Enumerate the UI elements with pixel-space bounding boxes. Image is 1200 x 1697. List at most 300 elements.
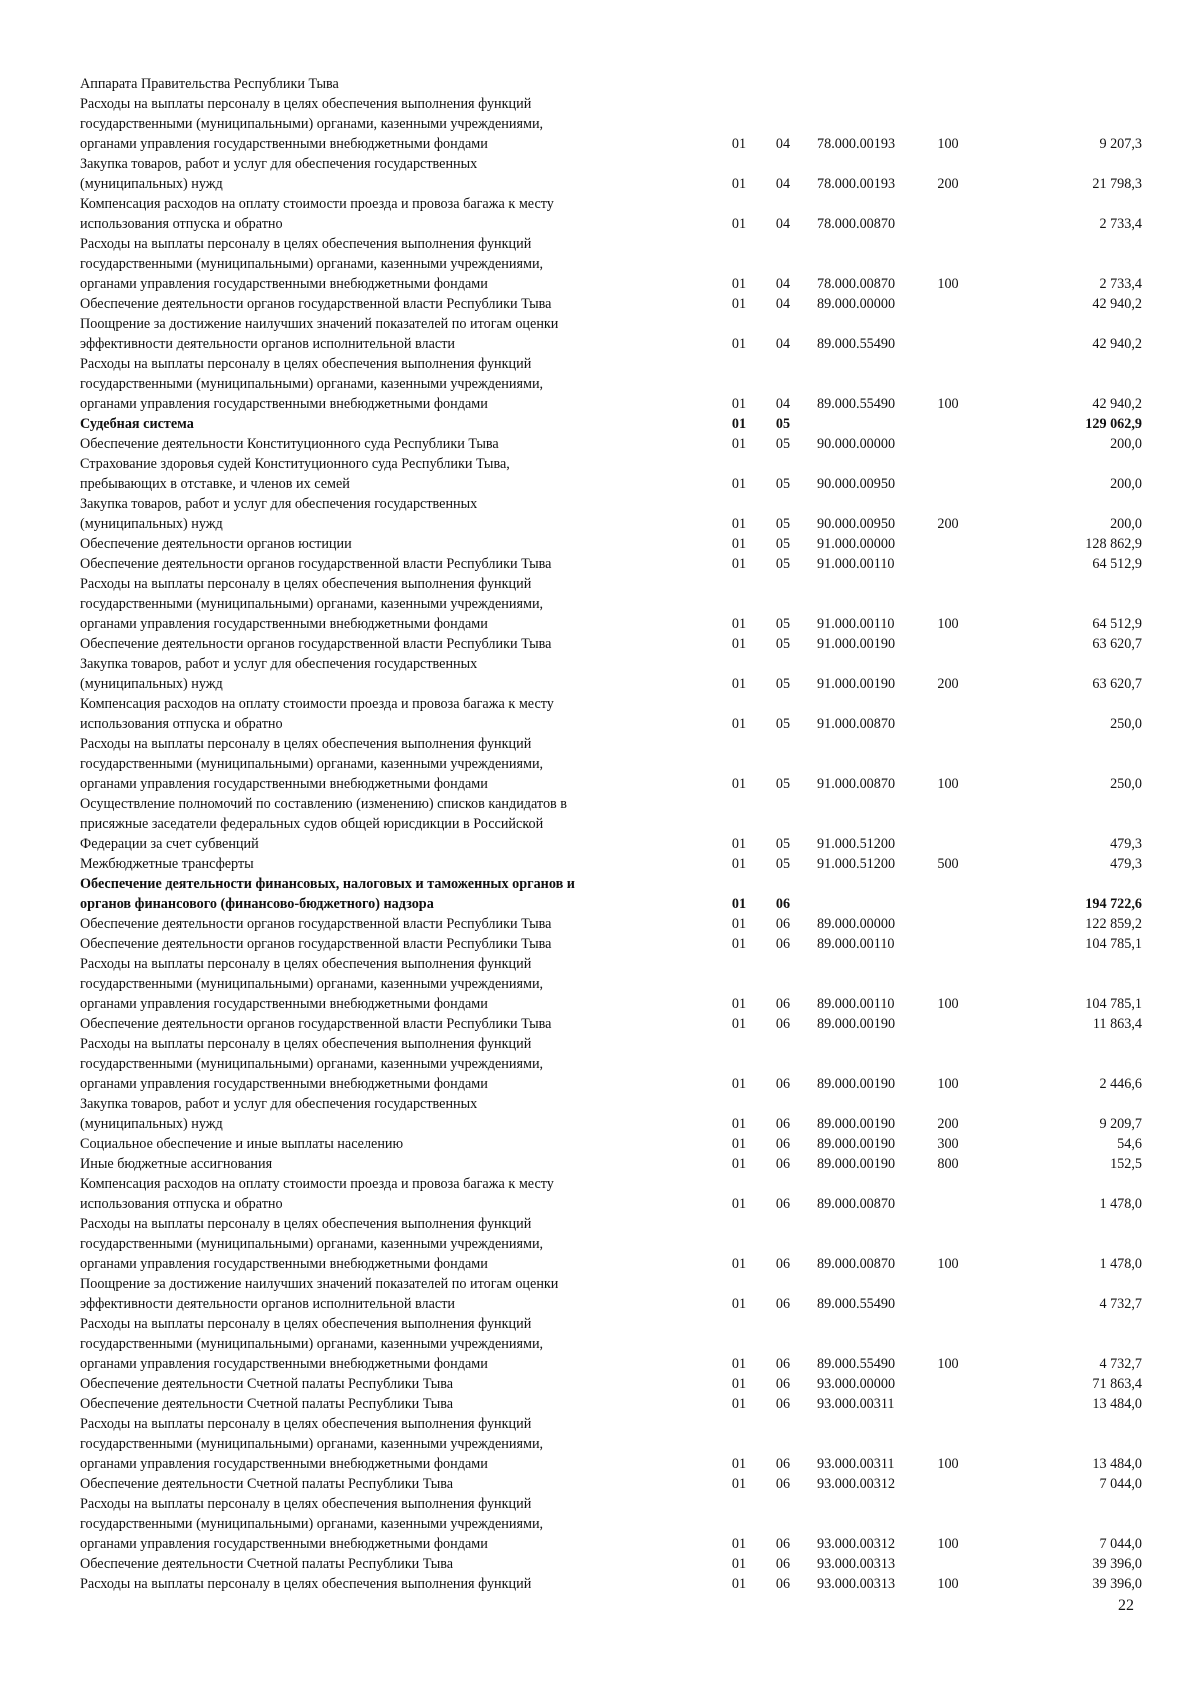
target-article-code: 78.000.00870 — [817, 216, 896, 232]
table-row — [80, 934, 1140, 954]
expense-type-code: 200 — [937, 1116, 959, 1132]
target-article-code: 90.000.00950 — [817, 516, 896, 532]
expense-name-line: Аппарата Правительства Республики Тыва — [80, 76, 339, 92]
table-row — [80, 1174, 1140, 1214]
amount: 13 484,0 — [1092, 1396, 1142, 1412]
table-row — [80, 1494, 1140, 1554]
expense-name — [80, 574, 710, 634]
amount: 2 733,4 — [1099, 276, 1142, 292]
subsection-code: 04 — [775, 276, 791, 292]
section-code: 01 — [731, 716, 747, 732]
table-row — [80, 534, 1140, 554]
target-article-code: 89.000.00190 — [817, 1076, 896, 1092]
section-code: 01 — [731, 1536, 747, 1552]
page-number: 22 — [1118, 1597, 1134, 1614]
target-article-code: 93.000.00313 — [817, 1576, 896, 1592]
table-row — [80, 1034, 1140, 1094]
expense-type-code: 200 — [937, 676, 959, 692]
amount: 4 732,7 — [1099, 1356, 1142, 1372]
subsection-code: 06 — [775, 1476, 791, 1492]
target-article-code: 89.000.00870 — [817, 1256, 896, 1272]
expense-name-line: Межбюджетные трансферты — [80, 856, 254, 872]
expense-name-line: государственными (муниципальными) органами, казенными учреждениями, — [80, 1056, 544, 1072]
table-row — [80, 1134, 1140, 1154]
expense-name-line: Расходы на выплаты персоналу в целях обеспечения выполнения функций — [80, 956, 532, 972]
expense-name — [80, 554, 710, 574]
amount: 200,0 — [1110, 436, 1142, 452]
subsection-code: 04 — [775, 336, 791, 352]
expense-name-line: государственными (муниципальными) органами, казенными учреждениями, — [80, 1516, 544, 1532]
subsection-code: 04 — [775, 296, 791, 312]
expense-name — [80, 1394, 710, 1414]
amount: 104 785,1 — [1085, 936, 1142, 952]
target-article-code: 91.000.00870 — [817, 776, 896, 792]
target-article-code: 78.000.00193 — [817, 176, 896, 192]
target-article-code: 89.000.00190 — [817, 1156, 896, 1172]
expense-name-line: присяжные заседатели федеральных судов общей юрисдикции в Российской — [80, 816, 544, 832]
subsection-code: 06 — [775, 1016, 791, 1032]
table-row — [80, 874, 1140, 914]
expense-name — [80, 1574, 710, 1594]
expense-name-line: Обеспечение деятельности Конституционного суда Республики Тыва — [80, 436, 499, 452]
section-code: 01 — [731, 936, 747, 952]
table-row — [80, 574, 1140, 634]
expense-name — [80, 414, 710, 434]
section-code: 01 — [731, 416, 747, 432]
amount: 194 722,6 — [1085, 896, 1142, 912]
section-code: 01 — [731, 296, 747, 312]
section-code: 01 — [731, 396, 747, 412]
expense-name — [80, 734, 710, 794]
expense-type-code: 500 — [937, 856, 959, 872]
subsection-code: 05 — [775, 516, 791, 532]
amount: 479,3 — [1110, 836, 1142, 852]
amount: 152,5 — [1110, 1156, 1142, 1172]
expense-type-code: 100 — [937, 396, 959, 412]
expense-name — [80, 654, 710, 694]
amount: 63 620,7 — [1092, 676, 1142, 692]
section-code: 01 — [731, 1576, 747, 1592]
target-article-code: 90.000.00950 — [817, 476, 896, 492]
expense-name — [80, 314, 710, 354]
expense-name-line: органами управления государственными внебюджетными фондами — [80, 1456, 488, 1472]
expense-name-line: Расходы на выплаты персоналу в целях обеспечения выполнения функций — [80, 1416, 532, 1432]
subsection-code: 06 — [775, 1396, 791, 1412]
expense-name — [80, 1214, 710, 1274]
subsection-code: 06 — [775, 1356, 791, 1372]
expense-name-line: (муниципальных) нужд — [80, 176, 223, 192]
expense-name — [80, 1094, 710, 1134]
table-row — [80, 154, 1140, 194]
target-article-code: 89.000.00000 — [817, 916, 896, 932]
expense-type-code: 100 — [937, 136, 959, 152]
expense-name-line: Обеспечение деятельности финансовых, налоговых и таможенных органов и — [80, 876, 575, 892]
expense-name-line: Обеспечение деятельности органов государственной власти Республики Тыва — [80, 296, 552, 312]
section-code: 01 — [731, 1556, 747, 1572]
subsection-code: 05 — [775, 476, 791, 492]
expense-name — [80, 874, 710, 914]
expense-name-line: Обеспечение деятельности органов государственной власти Республики Тыва — [80, 556, 552, 572]
target-article-code: 89.000.55490 — [817, 1296, 896, 1312]
subsection-code: 05 — [775, 776, 791, 792]
table-row — [80, 234, 1140, 294]
target-article-code: 93.000.00312 — [817, 1536, 896, 1552]
subsection-code: 05 — [775, 556, 791, 572]
expense-name-line: государственными (муниципальными) органами, казенными учреждениями, — [80, 1336, 544, 1352]
table-row — [80, 1414, 1140, 1474]
expense-name — [80, 94, 710, 154]
expense-name — [80, 1014, 710, 1034]
amount: 42 940,2 — [1092, 296, 1142, 312]
section-code: 01 — [731, 1136, 747, 1152]
expense-name — [80, 934, 710, 954]
expense-name-line: (муниципальных) нужд — [80, 676, 223, 692]
expense-name — [80, 234, 710, 294]
section-code: 01 — [731, 636, 747, 652]
target-article-code: 90.000.00000 — [817, 436, 896, 452]
expense-name — [80, 194, 710, 234]
expense-name-line: Поощрение за достижение наилучших значений показателей по итогам оценки — [80, 1276, 559, 1292]
table-row — [80, 1374, 1140, 1394]
table-row — [80, 554, 1140, 574]
expense-name-line: органами управления государственными внебюджетными фондами — [80, 276, 488, 292]
expense-name — [80, 154, 710, 194]
expense-name — [80, 1314, 710, 1374]
subsection-code: 06 — [775, 1136, 791, 1152]
amount: 9 207,3 — [1099, 136, 1142, 152]
amount: 1 478,0 — [1099, 1196, 1142, 1212]
expense-name-line: государственными (муниципальными) органами, казенными учреждениями, — [80, 116, 544, 132]
expense-name-line: Расходы на выплаты персоналу в целях обеспечения выполнения функций — [80, 96, 532, 112]
expense-name-line: Обеспечение деятельности органов государственной власти Республики Тыва — [80, 636, 552, 652]
expense-name-line: органами управления государственными внебюджетными фондами — [80, 1356, 488, 1372]
amount: 71 863,4 — [1092, 1376, 1142, 1392]
target-article-code: 91.000.00110 — [817, 556, 895, 572]
expense-name-line: органами управления государственными внебюджетными фондами — [80, 616, 488, 632]
expense-name — [80, 494, 710, 534]
expense-name-line: государственными (муниципальными) органами, казенными учреждениями, — [80, 1436, 544, 1452]
section-code: 01 — [731, 616, 747, 632]
expense-name-line: Социальное обеспечение и иные выплаты населению — [80, 1136, 404, 1152]
amount: 122 859,2 — [1085, 916, 1142, 932]
amount: 104 785,1 — [1085, 996, 1142, 1012]
subsection-code: 06 — [775, 1076, 791, 1092]
table-row — [80, 854, 1140, 874]
expense-type-code: 300 — [937, 1136, 959, 1152]
section-code: 01 — [731, 676, 747, 692]
subsection-code: 06 — [775, 1376, 791, 1392]
expense-name — [80, 854, 710, 874]
target-article-code: 78.000.00870 — [817, 276, 896, 292]
expense-name-line: Обеспечение деятельности органов государственной власти Республики Тыва — [80, 936, 552, 952]
expense-name-line: Расходы на выплаты персоналу в целях обеспечения выполнения функций — [80, 576, 532, 592]
expense-name-line: Компенсация расходов на оплату стоимости проезда и провоза багажа к месту — [80, 696, 554, 712]
table-row — [80, 1314, 1140, 1374]
table-row — [80, 414, 1140, 434]
expense-name — [80, 354, 710, 414]
section-code: 01 — [731, 536, 747, 552]
section-code: 01 — [731, 276, 747, 292]
expense-name-line: Обеспечение деятельности органов государственной власти Республики Тыва — [80, 1016, 552, 1032]
expense-name-line: органами управления государственными внебюджетными фондами — [80, 1256, 488, 1272]
section-code: 01 — [731, 1296, 747, 1312]
expense-name-line: Закупка товаров, работ и услуг для обеспечения государственных — [80, 656, 478, 672]
expense-name-line: Закупка товаров, работ и услуг для обеспечения государственных — [80, 1096, 478, 1112]
subsection-code: 04 — [775, 216, 791, 232]
section-code: 01 — [731, 1256, 747, 1272]
expense-name — [80, 1034, 710, 1094]
subsection-code: 04 — [775, 176, 791, 192]
expense-name-line: эффективности деятельности органов исполнительной власти — [80, 1296, 455, 1312]
table-row — [80, 954, 1140, 1014]
table-row — [80, 1274, 1140, 1314]
table-row — [80, 434, 1140, 454]
expense-name-line: использования отпуска и обратно — [80, 1196, 283, 1212]
section-code: 01 — [731, 776, 747, 792]
table-row — [80, 454, 1140, 494]
table-row — [80, 294, 1140, 314]
table-row — [80, 1094, 1140, 1134]
table-row — [80, 794, 1140, 854]
expense-name-line: Обеспечение деятельности Счетной палаты Республики Тыва — [80, 1396, 454, 1412]
section-code: 01 — [731, 1116, 747, 1132]
expense-name — [80, 1174, 710, 1214]
amount: 42 940,2 — [1092, 396, 1142, 412]
expense-name-line: Расходы на выплаты персоналу в целях обеспечения выполнения функций — [80, 1216, 532, 1232]
expense-type-code: 100 — [937, 1456, 959, 1472]
amount: 200,0 — [1110, 476, 1142, 492]
expense-type-code: 100 — [937, 616, 959, 632]
expense-name-line: Обеспечение деятельности Счетной палаты Республики Тыва — [80, 1376, 454, 1392]
amount: 21 798,3 — [1092, 176, 1142, 192]
expense-name-line: Расходы на выплаты персоналу в целях обеспечения выполнения функций — [80, 1496, 532, 1512]
subsection-code: 06 — [775, 1116, 791, 1132]
expense-name-line: Расходы на выплаты персоналу в целях обеспечения выполнения функций — [80, 236, 532, 252]
expense-name-line: Расходы на выплаты персоналу в целях обеспечения выполнения функций — [80, 1576, 532, 1592]
subsection-code: 06 — [775, 1256, 791, 1272]
target-article-code: 89.000.00870 — [817, 1196, 896, 1212]
section-code: 01 — [731, 136, 747, 152]
table-row — [80, 194, 1140, 234]
expense-type-code: 100 — [937, 776, 959, 792]
subsection-code: 05 — [775, 836, 791, 852]
expense-name-line: Расходы на выплаты персоналу в целях обеспечения выполнения функций — [80, 736, 532, 752]
target-article-code: 89.000.00110 — [817, 936, 895, 952]
expense-name-line: эффективности деятельности органов исполнительной власти — [80, 336, 455, 352]
expense-name-line: Закупка товаров, работ и услуг для обеспечения государственных — [80, 496, 478, 512]
table-row — [80, 734, 1140, 794]
expense-name-line: государственными (муниципальными) органами, казенными учреждениями, — [80, 976, 544, 992]
subsection-code: 06 — [775, 1536, 791, 1552]
expense-name-line: Компенсация расходов на оплату стоимости проезда и провоза багажа к месту — [80, 1176, 554, 1192]
expense-name-line: Закупка товаров, работ и услуг для обеспечения государственных — [80, 156, 478, 172]
amount: 200,0 — [1110, 516, 1142, 532]
target-article-code: 89.000.55490 — [817, 1356, 896, 1372]
table-row — [80, 1154, 1140, 1174]
amount: 9 209,7 — [1099, 1116, 1142, 1132]
section-code: 01 — [731, 1076, 747, 1092]
expense-name-line: органами управления государственными внебюджетными фондами — [80, 1076, 488, 1092]
expense-name-line: Иные бюджетные ассигнования — [80, 1156, 273, 1172]
target-article-code: 89.000.00190 — [817, 1116, 896, 1132]
expense-name-line: государственными (муниципальными) органами, казенными учреждениями, — [80, 596, 544, 612]
expense-name — [80, 1134, 710, 1154]
amount: 39 396,0 — [1092, 1576, 1142, 1592]
subsection-code: 05 — [775, 616, 791, 632]
amount: 4 732,7 — [1099, 1296, 1142, 1312]
target-article-code: 93.000.00312 — [817, 1476, 896, 1492]
table-row — [80, 1554, 1140, 1574]
expense-name-line: использования отпуска и обратно — [80, 216, 283, 232]
section-code: 01 — [731, 1376, 747, 1392]
expense-name — [80, 954, 710, 1014]
section-code: 01 — [731, 1196, 747, 1212]
amount: 39 396,0 — [1092, 1556, 1142, 1572]
expense-name — [80, 1494, 710, 1554]
subsection-code: 06 — [775, 996, 791, 1012]
expense-name-line: использования отпуска и обратно — [80, 716, 283, 732]
table-row — [80, 1214, 1140, 1274]
subsection-code: 06 — [775, 1296, 791, 1312]
subsection-code: 05 — [775, 676, 791, 692]
amount: 54,6 — [1117, 1136, 1142, 1152]
expense-name — [80, 1154, 710, 1174]
expense-name — [80, 1374, 710, 1394]
subsection-code: 04 — [775, 136, 791, 152]
expense-name — [80, 454, 710, 494]
table-row — [80, 1574, 1140, 1594]
section-code: 01 — [731, 176, 747, 192]
amount: 13 484,0 — [1092, 1456, 1142, 1472]
expense-name — [80, 1414, 710, 1474]
target-article-code: 93.000.00000 — [817, 1376, 896, 1392]
section-code: 01 — [731, 516, 747, 532]
expense-type-code: 100 — [937, 276, 959, 292]
subsection-code: 04 — [775, 396, 791, 412]
amount: 2 733,4 — [1099, 216, 1142, 232]
amount: 7 044,0 — [1099, 1476, 1142, 1492]
section-code: 01 — [731, 856, 747, 872]
expense-name-line: органами управления государственными внебюджетными фондами — [80, 776, 488, 792]
budget-table — [80, 74, 1140, 1594]
amount: 11 863,4 — [1092, 1016, 1142, 1032]
section-code: 01 — [731, 1356, 747, 1372]
table-row — [80, 694, 1140, 734]
expense-name-line: государственными (муниципальными) органами, казенными учреждениями, — [80, 1236, 544, 1252]
expense-name-line: Обеспечение деятельности Счетной палаты Республики Тыва — [80, 1476, 454, 1492]
amount: 250,0 — [1110, 716, 1142, 732]
target-article-code: 91.000.00870 — [817, 716, 896, 732]
target-article-code: 91.000.00110 — [817, 616, 895, 632]
section-code: 01 — [731, 1476, 747, 1492]
expense-name-line: Расходы на выплаты персоналу в целях обеспечения выполнения функций — [80, 1036, 532, 1052]
expense-name-line: пребывающих в отставке, и членов их семей — [80, 476, 350, 492]
expense-name-line: органов финансового (финансово-бюджетного) надзора — [80, 896, 434, 912]
table-row — [80, 94, 1140, 154]
expense-name-line: (муниципальных) нужд — [80, 516, 223, 532]
expense-name-line: Расходы на выплаты персоналу в целях обеспечения выполнения функций — [80, 356, 532, 372]
expense-name-line: Обеспечение деятельности органов юстиции — [80, 536, 352, 552]
expense-name-line: (муниципальных) нужд — [80, 1116, 223, 1132]
expense-type-code: 200 — [937, 176, 959, 192]
expense-name — [80, 1474, 710, 1494]
expense-name — [80, 74, 710, 94]
expense-name — [80, 534, 710, 554]
section-code: 01 — [731, 216, 747, 232]
amount: 64 512,9 — [1092, 556, 1142, 572]
section-code: 01 — [731, 896, 747, 912]
expense-name — [80, 694, 710, 734]
table-row — [80, 494, 1140, 534]
target-article-code: 93.000.00311 — [817, 1456, 895, 1472]
section-code: 01 — [731, 1156, 747, 1172]
table-row — [80, 1394, 1140, 1414]
target-article-code: 93.000.00311 — [817, 1396, 895, 1412]
amount: 250,0 — [1110, 776, 1142, 792]
section-code: 01 — [731, 1456, 747, 1472]
subsection-code: 06 — [775, 936, 791, 952]
subsection-code: 06 — [775, 1156, 791, 1172]
amount: 42 940,2 — [1092, 336, 1142, 352]
expense-name — [80, 634, 710, 654]
section-code: 01 — [731, 836, 747, 852]
expense-type-code: 100 — [937, 1536, 959, 1552]
expense-name-line: Компенсация расходов на оплату стоимости проезда и провоза багажа к месту — [80, 196, 554, 212]
expense-name-line: Обеспечение деятельности органов государственной власти Республики Тыва — [80, 916, 552, 932]
expense-name — [80, 434, 710, 454]
subsection-code: 05 — [775, 436, 791, 452]
amount: 1 478,0 — [1099, 1256, 1142, 1272]
expense-type-code: 100 — [937, 996, 959, 1012]
expense-name-line: Обеспечение деятельности Счетной палаты Республики Тыва — [80, 1556, 454, 1572]
expense-name-line: органами управления государственными внебюджетными фондами — [80, 136, 488, 152]
target-article-code: 91.000.00190 — [817, 636, 896, 652]
amount: 64 512,9 — [1092, 616, 1142, 632]
expense-name-line: государственными (муниципальными) органами, казенными учреждениями, — [80, 256, 544, 272]
target-article-code: 91.000.00000 — [817, 536, 896, 552]
expense-name — [80, 914, 710, 934]
table-row — [80, 634, 1140, 654]
expense-name-line: Судебная система — [80, 416, 194, 432]
expense-name-line: Страхование здоровья судей Конституционного суда Республики Тыва, — [80, 456, 510, 472]
subsection-code: 06 — [775, 1576, 791, 1592]
expense-name-line: органами управления государственными внебюджетными фондами — [80, 396, 488, 412]
section-code: 01 — [731, 436, 747, 452]
target-article-code: 93.000.00313 — [817, 1556, 896, 1572]
expense-name-line: Поощрение за достижение наилучших значений показателей по итогам оценки — [80, 316, 559, 332]
amount: 2 446,6 — [1099, 1076, 1142, 1092]
expense-name-line: государственными (муниципальными) органами, казенными учреждениями, — [80, 756, 544, 772]
expense-name-line: Осуществление полномочий по составлению (изменению) списков кандидатов в — [80, 796, 567, 812]
section-code: 01 — [731, 556, 747, 572]
subsection-code: 05 — [775, 536, 791, 552]
expense-name-line: государственными (муниципальными) органами, казенными учреждениями, — [80, 376, 544, 392]
expense-type-code: 800 — [937, 1156, 959, 1172]
expense-type-code: 100 — [937, 1576, 959, 1592]
target-article-code: 89.000.00000 — [817, 296, 896, 312]
expense-name-line: органами управления государственными внебюджетными фондами — [80, 996, 488, 1012]
target-article-code: 89.000.00110 — [817, 996, 895, 1012]
table-row — [80, 914, 1140, 934]
section-code: 01 — [731, 1016, 747, 1032]
target-article-code: 91.000.00190 — [817, 676, 896, 692]
subsection-code: 06 — [775, 1556, 791, 1572]
amount: 479,3 — [1110, 856, 1142, 872]
table-row — [80, 1474, 1140, 1494]
subsection-code: 05 — [775, 636, 791, 652]
target-article-code: 89.000.55490 — [817, 336, 896, 352]
amount: 63 620,7 — [1092, 636, 1142, 652]
